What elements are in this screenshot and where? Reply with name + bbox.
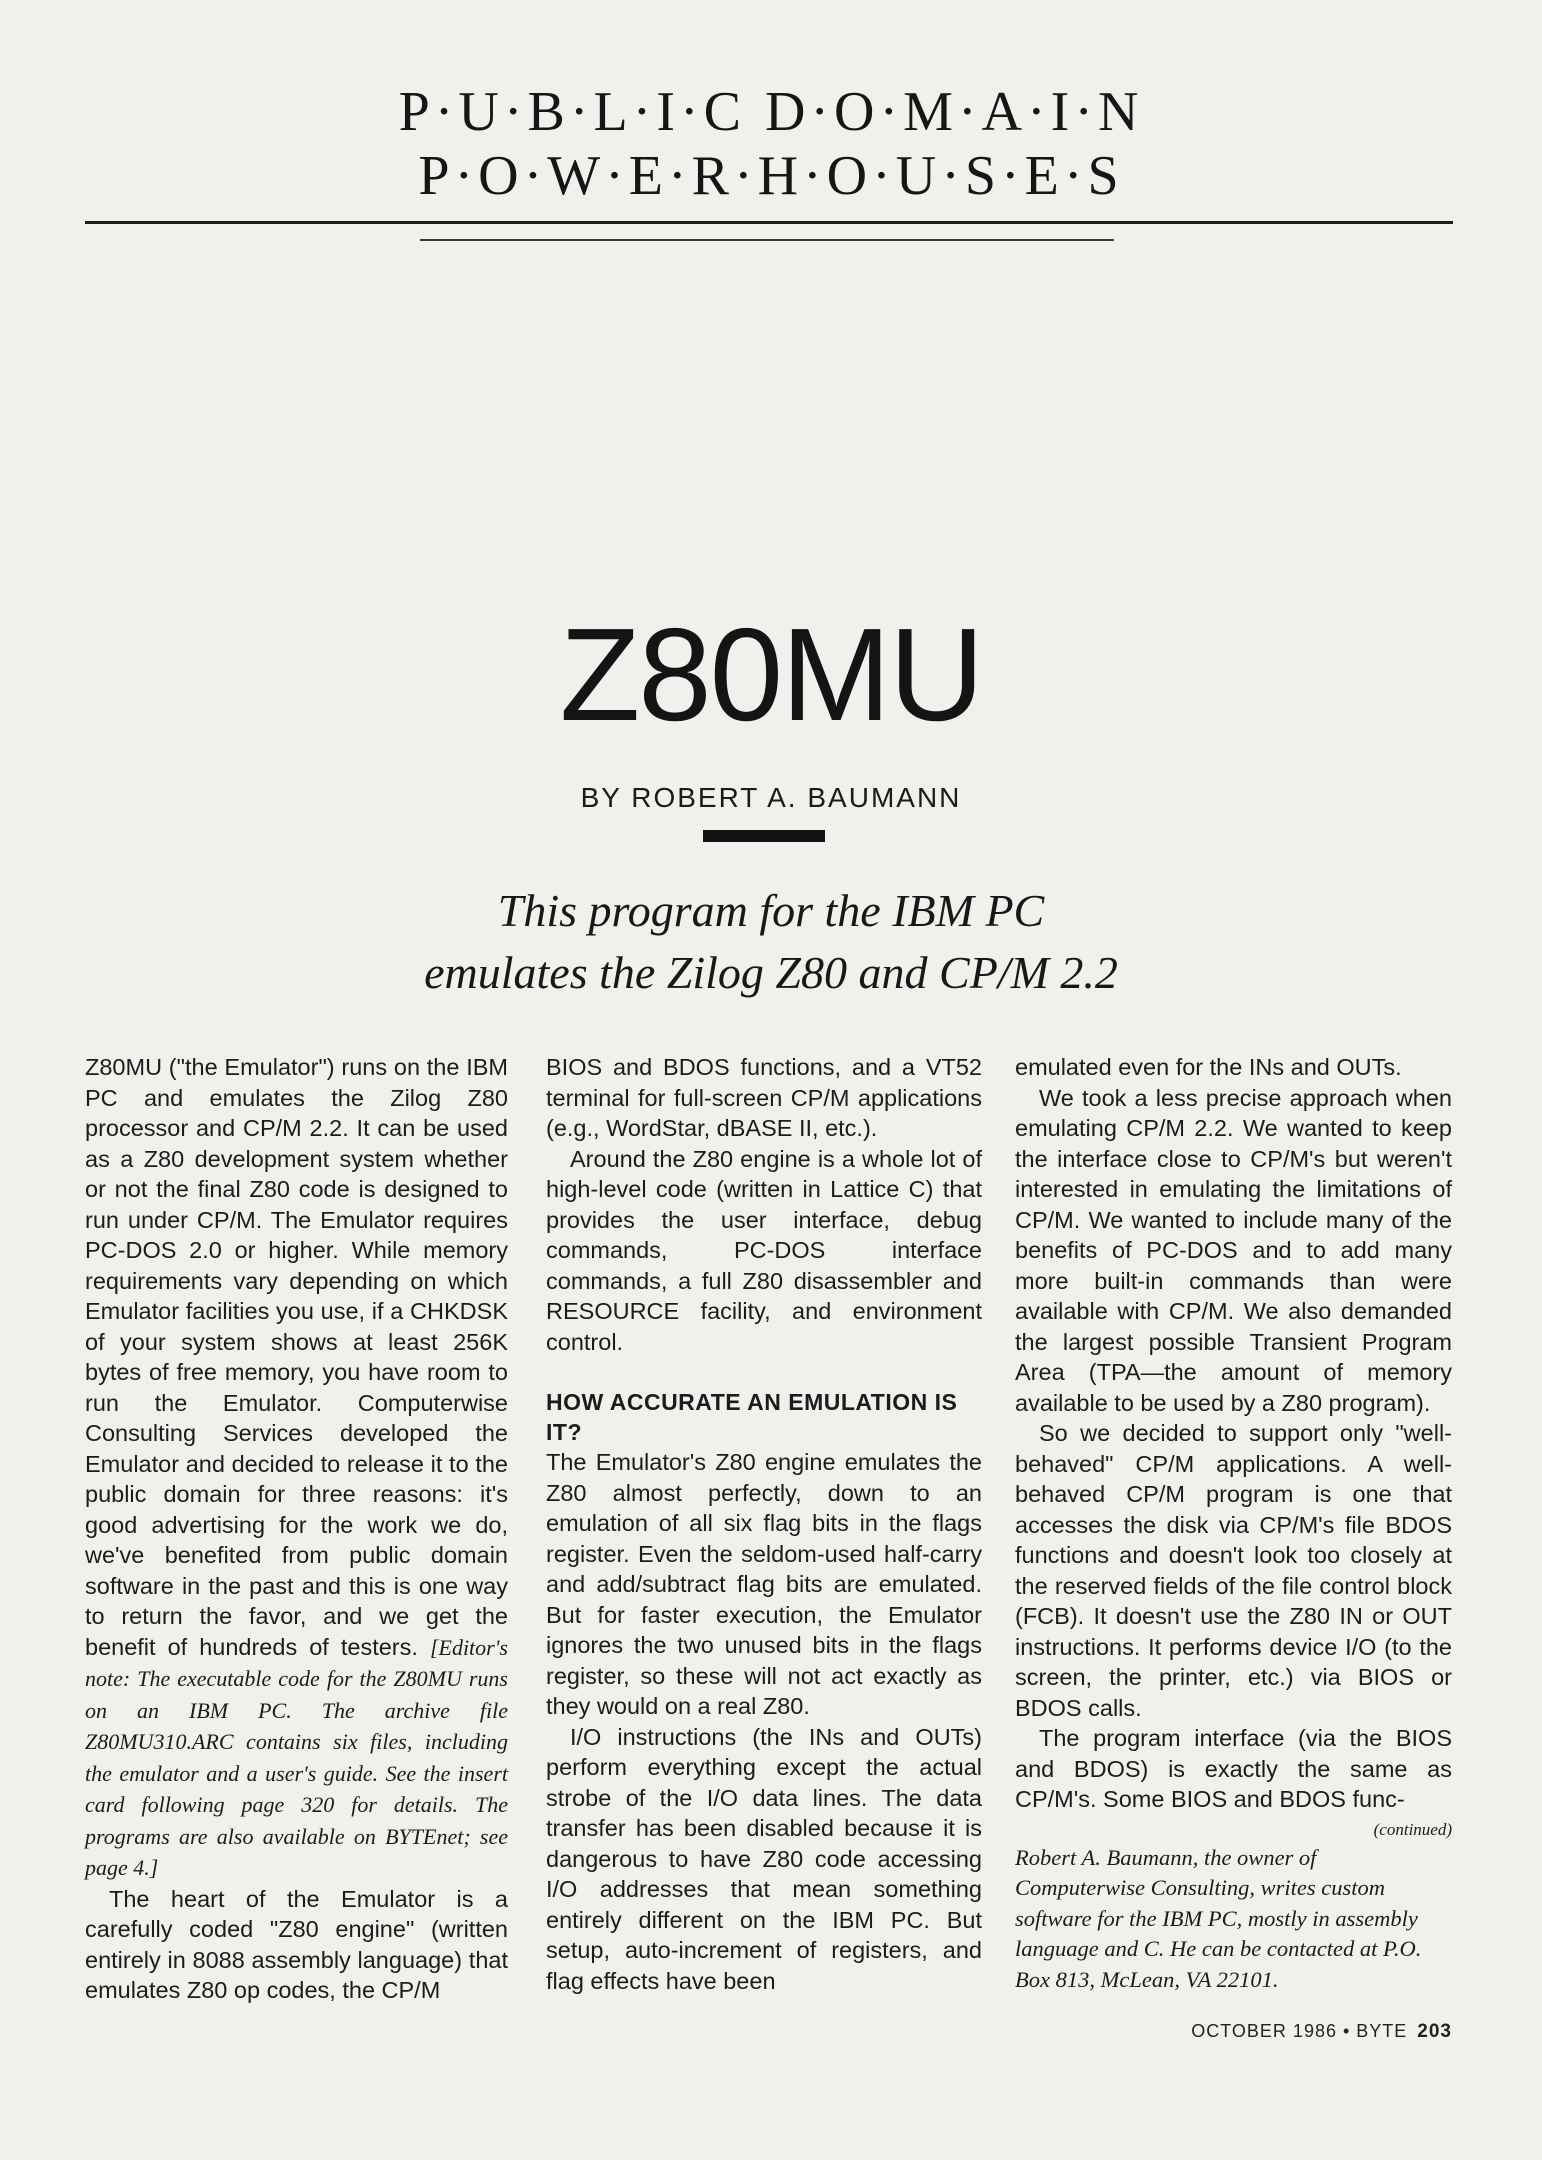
editor-note: [Editor's note: The executable code for the Z80MU runs on an IBM PC. The archive file Z80MU310.ARC contains six files, including the emulator and a user's guide. See the insert card following page 320 for details. The programs are also available on BYTEnet; see page 4.] — [85, 1634, 508, 1880]
paragraph: emulated even for the INs and OUTs. — [1015, 1054, 1402, 1080]
continued-label: (continued) — [1373, 1819, 1452, 1839]
section-title — [0, 80, 1542, 208]
section-title-line1: P·U·B·L·I·C D·O·M·A·I·N — [398, 81, 1144, 143]
column-3 — [1015, 1052, 1452, 1995]
column-2 — [546, 1052, 982, 1996]
paragraph: The Emulator's Z80 engine emulates the Z80 almost perfectly, down to an emulation of all six flag bits in the flags register. Even the seldom-used half-carry and add/subtract flag bits are emulated. But for faster execution, the Emulator ignores the two unused bits in the flags register, so these will not act exactly as they would on a real Z80. — [546, 1449, 982, 1719]
paragraph: So we decided to support only "well-behaved" CP/M applications. A well-behaved CP/M program is one that accesses the disk via CP/M's file BDOS functions and doesn't look too closely at the reserved fields of the file control block (FCB). It doesn't use the Z80 IN or OUT instructions. It performs device I/O (to the screen, the printer, etc.) via BIOS or BDOS calls. — [1015, 1420, 1452, 1721]
deck-line1: This program for the IBM PC — [497, 885, 1045, 936]
column-1 — [85, 1052, 508, 2006]
byline: BY ROBERT A. BAUMANN — [580, 782, 962, 813]
paragraph: The heart of the Emulator is a carefully coded "Z80 engine" (written entirely in 8088 assembly language) that emulates Z80 op codes, the CP/M — [85, 1885, 508, 2003]
article-title: Z80MU — [559, 601, 983, 748]
paragraph: We took a less precise approach when emulating CP/M 2.2. We wanted to keep the interface close to CP/M's but weren't interested in emulating the limitations of CP/M. We wanted to include many of the benefits of PC-DOS and to add many more built-in commands than were available with CP/M. We also demanded the largest possible Transient Program Area (TPA—the amount of memory available to be used by a Z80 program). — [1015, 1084, 1452, 1416]
page-number: 203 — [1417, 2021, 1452, 2042]
author-bio: Robert A. Baumann, the owner of Computerwise Consulting, writes custom software for the IBM PC, mostly in assembly language and C. He can be contacted at P.O. Box 813, McLean, VA 22101. — [1015, 1844, 1422, 1992]
paragraph: BIOS and BDOS functions, and a VT52 terminal for full-screen CP/M applications (e.g., WordStar, dBASE II, etc.). — [546, 1054, 982, 1141]
paragraph: The program interface (via the BIOS and BDOS) is exactly the same as CP/M's. Some BIOS and BDOS func- — [1015, 1725, 1452, 1812]
page-footer — [1191, 2020, 1452, 2043]
paragraph: Around the Z80 engine is a whole lot of high-level code (written in Lattice C) that provides the user interface, debug commands, PC-DOS interface commands, a full Z80 disassembler and RESOURCE facility, and environment control. — [546, 1145, 982, 1355]
byline-bar — [703, 830, 825, 842]
footer-issue: OCTOBER 1986 • BYTE — [1191, 2021, 1408, 2041]
paragraph: I/O instructions (the INs and OUTs) perform everything except the actual strobe of the I/O data lines. The data transfer has been disabled because it is dangerous to have Z80 code accessing I/O addresses that mean something entirely different on the IBM PC. But setup, auto-increment of registers, and flag effects have been — [546, 1723, 982, 1994]
deck-line2: emulates the Zilog Z80 and CP/M 2.2 — [424, 947, 1118, 998]
section-title-line2: P·O·W·E·R·H·O·U·S·E·S — [418, 145, 1124, 207]
header-subrule — [420, 239, 1114, 241]
paragraph-text: Z80MU ("the Emulator") runs on the IBM PC and emulates the Zilog Z80 processor and CP/M 2.2. It can be used as a Z80 development system whether or not the final Z80 code is designed to run under CP/M. The Emulator requires PC-DOS 2.0 or higher. While memory requirements vary depending on which Emulator facilities you use, if a CHKDSK of your system shows at least 256K bytes of free memory, you have room to run the Emulator. Computerwise Consulting Services developed the Emulator and decided to release it to the public domain for three reasons: it's good advertising for the work we do, we've benefited from public domain software in the past and this is one way to return the favor, and we get the benefit of hundreds of testers. — [85, 1054, 508, 1660]
subheading: HOW ACCURATE AN EMULATION IS IT? — [546, 1389, 958, 1445]
header-rule — [85, 221, 1453, 224]
deck — [0, 880, 1542, 1004]
paragraph — [85, 1052, 508, 1884]
